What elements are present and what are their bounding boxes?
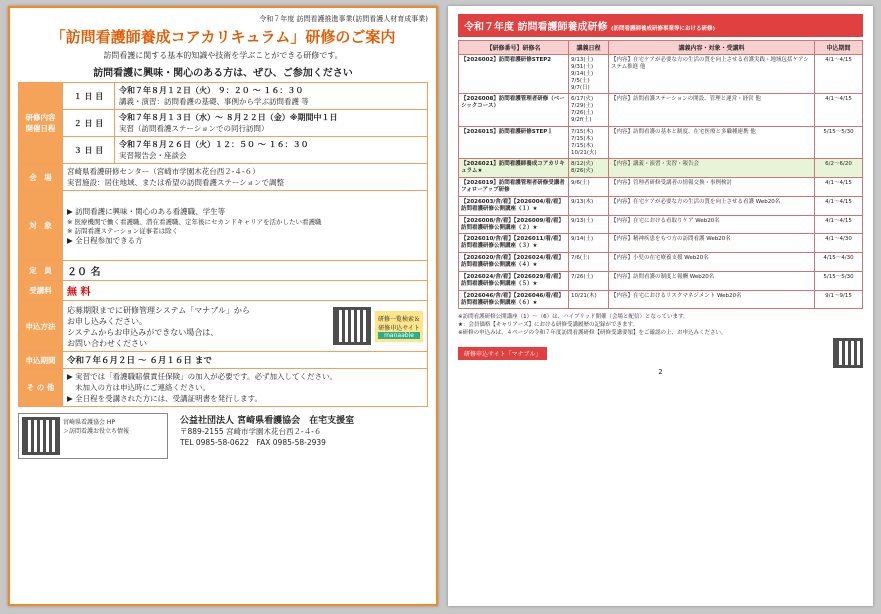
right-qr-code[interactable] [833, 338, 863, 368]
course-name: 【2026021】訪問看護師養成コアカリキュラム★ [459, 159, 569, 178]
note-1: ※訪問看護研修公開講座（1）～（6）は、ハイブリッド開催（会場と配信）となっています。 [458, 314, 689, 321]
apply-label: 申込方法 [19, 301, 63, 352]
course-content: 【内容】精神疾患をもつ方の訪問看護 Web20名 [609, 234, 815, 253]
badge-line2: 研修申込サイト [378, 324, 420, 332]
col-content: 講義内容・対象・受講料 [609, 41, 815, 55]
day3-desc: 実習報告会・座談会 [119, 151, 187, 160]
course-period: 6/2～6/20 [815, 159, 863, 178]
course-content: 【内容】訪問看護の制度と報酬 Web20名 [609, 271, 815, 290]
day1-desc: 講義・演習：訪問看護の基礎、事例から学ぶ訪問看護 等 [119, 97, 309, 106]
course-name: 【2026010/舎/看】【2026011/看/看】訪問看護研修公開講座（３）★ [459, 234, 569, 253]
table-row [459, 178, 863, 197]
org-address: 〒889-2155 宮崎市学園木花台西２-４-６ [180, 427, 322, 436]
day3-date: 令和７年８月２６日（火）１２：５０ ～ １６：３０ [119, 140, 309, 149]
apply-line1: 応募期限までに研修管理システム「マナブル」から [67, 306, 250, 315]
course-content: 【内容】在宅におけるリスクマネジメント Web20名 [609, 290, 815, 309]
other-2: 未加入の方は申込時にご連絡ください。 [75, 383, 210, 392]
schedule-header [458, 14, 863, 37]
course-period: 9/1～9/15 [815, 290, 863, 309]
day2-label: ２ 日 目 [63, 110, 115, 137]
intro-text: 訪問看護に関する基本的知識や技術を学ぶことができる研修です。 [103, 51, 343, 60]
org-tel: TEL 0985-58-0622 FAX 0985-58-2939 [180, 438, 326, 447]
course-period: 4/1～4/15 [815, 94, 863, 127]
other-label: そ の 他 [19, 369, 63, 407]
table-row [459, 94, 863, 127]
course-dates: 9/13(木) [569, 196, 609, 215]
day2-desc: 実習（訪問看護ステーションでの同行訪問） [119, 124, 269, 133]
hp-line2: ＞訪問看護お役立ち情報 [63, 428, 130, 435]
target-1: ▶ 訪問看護に興味・関心のある看護職、学生等 [67, 206, 226, 216]
course-content: 【内容】訪問看護ステーションの開設、管理と運営・経営 他 [609, 94, 815, 127]
course-dates: 9/14(土) [569, 234, 609, 253]
left-page [8, 6, 438, 606]
course-content: 【内容】小児の在宅療養支援 Web20名 [609, 253, 815, 272]
col-date: 講義日程 [569, 41, 609, 55]
hp-qr-code[interactable] [22, 417, 60, 455]
course-content: 【内容】在宅における看取りケア Web20名 [609, 215, 815, 234]
course-period: 4/1～4/15 [815, 55, 863, 94]
target-4: ▶ 全日程参加できる方 [67, 235, 143, 245]
table-row [459, 271, 863, 290]
course-name: 【2026008】訪問看護管理者研修（ベーシックコース） [459, 94, 569, 127]
org-name: 公益社団法人 宮崎県看護協会 在宅支援室 [180, 416, 355, 426]
course-dates: 9/13(土) [569, 215, 609, 234]
capacity-value: ２０ 名 [63, 261, 428, 281]
course-content: 【内容】在宅ケアが必要な方の生活の質を向上させる看護実践・地域包括ケアシステム推進 他 [609, 55, 815, 94]
course-period: 5/15～5/30 [815, 126, 863, 159]
table-row [459, 196, 863, 215]
right-page [448, 6, 873, 606]
course-content: 【内容】在宅ケアが必要な方の生活の質を向上させる看護 Web20名 [609, 196, 815, 215]
target-2: ※ 医療機関で働く看護職、潜在看護職、定年後にセカンドキャリアを活かしたい看護職 [67, 217, 322, 226]
badge-line3: manaable [378, 332, 420, 339]
course-name: 【2026019】訪問看護管理者研修受講者フォローアップ研修 [459, 178, 569, 197]
course-period: 5/15～5/30 [815, 271, 863, 290]
fee-value: 無 料 [63, 281, 428, 301]
col-name: 【研修番号】研修名 [459, 41, 569, 55]
course-period: 4/1～4/15 [815, 196, 863, 215]
apply-line2: お申し込みください。 [67, 317, 147, 326]
course-dates: 7/26(土) [569, 271, 609, 290]
course-content: 【内容】講義・演習・実習・報告会 [609, 159, 815, 178]
col-period: 申込期間 [815, 41, 863, 55]
course-dates: 7/6(土) [569, 253, 609, 272]
page-title: 「訪問看護師養成コアカリキュラム」研修のご案内 [50, 28, 396, 46]
info-table [18, 82, 428, 407]
venue-address: 宮崎県看護研修センター（宮崎市学園木花台西２-４-６） [67, 167, 260, 176]
subtitle: 令和７年度 訪問看護推進事業(訪問看護人材育成事業) [259, 15, 428, 23]
course-period: 4/1～4/15 [815, 215, 863, 234]
course-dates: 6/17(火) 7/29(土) 7/26(土) 9/2f(土) [569, 94, 609, 127]
course-name: 【2026020/舎/看】【2026024/看/看】訪問看護研修公開講座（４）★ [459, 253, 569, 272]
schedule-title: 令和７年度 訪問看護師養成研修 [464, 22, 608, 33]
period-label: 申込期間 [19, 352, 63, 369]
table-row [459, 234, 863, 253]
venue-practice: 実習施設：居住地域、または希望の訪問看護ステーションで調整 [67, 178, 285, 187]
course-name: 【2026003/舎/看】【2026004/看/看】訪問看護研修公開講座（１）★ [459, 196, 569, 215]
course-period: 4/1～4/30 [815, 234, 863, 253]
table-row [459, 55, 863, 94]
course-content: 【内容】管理者研修受講者の情報交換・事例検討 [609, 178, 815, 197]
course-dates: 7/15(木) 7/15(木) 7/15(木) 10/21(火) [569, 126, 609, 159]
course-name: 【2026024/舎/看】【2026029/看/看】訪問看護研修公開講座（５）★ [459, 271, 569, 290]
target-label: 対 象 [19, 191, 63, 261]
apply-line4: お問い合わせください [67, 339, 147, 348]
course-dates: 10/21(木) [569, 290, 609, 309]
course-dates: 9/13(土) 9/31(土) 9/14(土) 7/5(土) 9/7(日) [569, 55, 609, 94]
note-3: ※研修の申込みは、４ページの令和７年度訪問看護研修【研修受講要領】をご確認の上、お申込みください。 [458, 330, 727, 337]
other-1: ▶ 実習では「看護職賠償責任保険」の加入が必要です。必ず加入してください。 [67, 372, 338, 381]
manaable-link[interactable]: 研修申込サイト「マナブル」 [458, 347, 547, 360]
manaable-badge[interactable] [375, 311, 423, 342]
course-period: 4/15～4/30 [815, 253, 863, 272]
capacity-label: 定 員 [19, 261, 63, 281]
apply-qr-code[interactable] [333, 307, 371, 345]
table-row [459, 126, 863, 159]
course-dates: 8/12(火) 8/26(火) [569, 159, 609, 178]
schedule-note: (訪問看護師養成研修事業等における研修) [610, 26, 715, 32]
course-period: 4/1～4/15 [815, 178, 863, 197]
hp-box[interactable] [18, 413, 168, 459]
apply-line3: システムからお申込みができない場合は、 [67, 328, 219, 337]
table-row [459, 159, 863, 178]
course-content: 【内容】訪問看護の基本と制度、在宅医療と多職種連携 他 [609, 126, 815, 159]
badge-line1: 研修一覧検索＆ [377, 315, 420, 323]
course-table [458, 40, 863, 309]
day1-date: 令和７年８月１２日（火） ９：２０ ～ １６：３０ [119, 86, 304, 95]
course-name: 【2026015】訪問看護研修STEP１ [459, 126, 569, 159]
hp-line1: 宮崎県看護協会 HP [63, 419, 116, 426]
period-value: 令和７年６月２日 ～ ６月１６日 まで [63, 352, 428, 369]
fee-label: 受講料 [19, 281, 63, 301]
course-name: 【2026046/舎/看】【2026046/看/看】訪問看護研修公開講座（６）★ [459, 290, 569, 309]
page-number: 2 [658, 368, 663, 377]
venue-label: 会 場 [19, 164, 63, 191]
course-dates: 9/6(土) [569, 178, 609, 197]
day1-label: １ 日 目 [63, 83, 115, 110]
other-3: ▶ 全日程を受講された方には、受講証明書を発行します。 [67, 394, 263, 403]
day2-date: 令和７年８月１３日（水）～ ８月２２日（金）※期間中１日 [119, 113, 338, 122]
lead-text: 訪問看護に興味・関心のある方は、ぜひ、ご参加ください [93, 68, 353, 79]
schedule-label: 研修内容 開催日程 [19, 83, 63, 164]
table-row [459, 253, 863, 272]
course-name: 【2026002】訪問看護研修STEP2 [459, 55, 569, 94]
table-row [459, 215, 863, 234]
course-name: 【2026008/舎/看】【2026009/看/看】訪問看護研修公開講座（２）★ [459, 215, 569, 234]
note-2: ★：会員価格【キャリアーズ】における研修受講履歴の記録ができます。 [458, 322, 639, 329]
target-3: ※ 訪問看護ステーション従事者は除く [67, 226, 179, 235]
table-row [459, 290, 863, 309]
day3-label: ３ 日 目 [63, 137, 115, 164]
